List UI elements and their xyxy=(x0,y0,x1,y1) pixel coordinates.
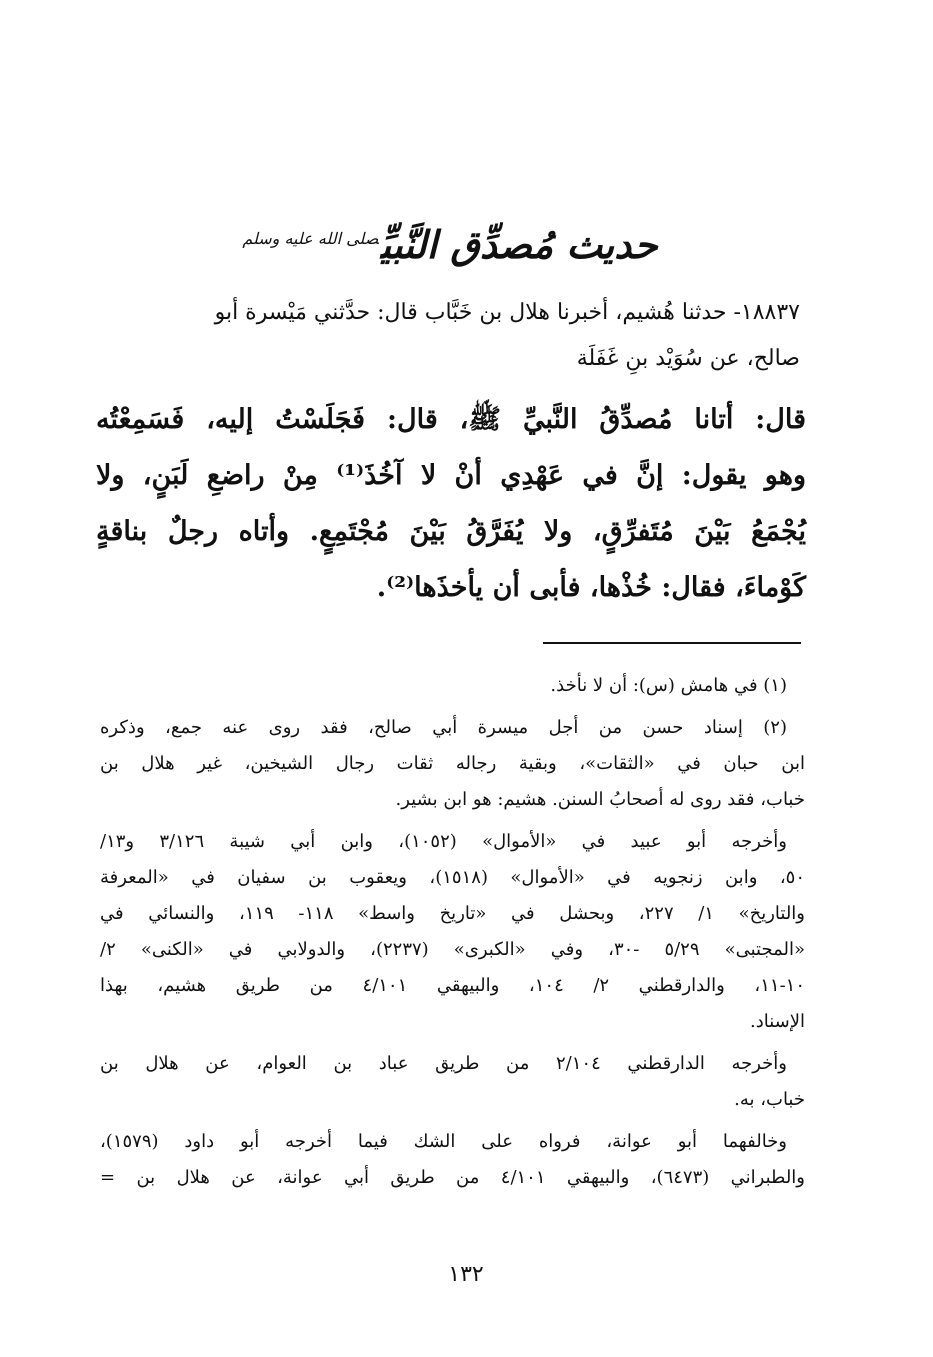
isnad-line: ١٨٨٣٧- حدثنا هُشيم، أخبرنا هلال بن خَبَّاب قال: حدَّثني مَيْسرة أبو xyxy=(214,300,800,325)
hadith-matn xyxy=(96,392,806,616)
footnote-line: وأخرجه أبو عبيد في «الأموال» (١٠٥٢)، وابن أبي شيبة ٣/١٢٦ و١٣/ xyxy=(100,831,787,852)
footnote-separator xyxy=(543,642,801,644)
matn-line: يُجْمَعُ بَيْنَ مُتَفرِّقٍ، ولا يُفَرَّقُ بَيْنَ مُجْتَمِعٍ. وأتاه رجلٌ بناقةٍ xyxy=(96,516,806,547)
chapter-heading xyxy=(200,222,700,267)
footnote-line: ابن حبان في «الثقات»، وبقية رجاله ثقات رجال الشيخين، غير هلال بن xyxy=(100,753,805,774)
matn-line: قال: أتانا مُصدِّقُ النَّبيِّ ﷺ، قال: فَجَلَسْتُ إليه، فَسَمِعْتُه xyxy=(96,404,806,435)
footnote-line: وخالفهما أبو عوانة، فرواه على الشك فيما أخرجه أبو داود (١٥٧٩)، xyxy=(100,1131,787,1152)
footnote-line: ٥٠، وابن زنجويه في «الأموال» (١٥١٨)، ويعقوب بن سفيان في «المعرفة xyxy=(100,867,805,888)
footnote-line: (١) في هامش (س): أن لا نأخذ. xyxy=(550,675,787,696)
footnote-1 xyxy=(100,668,805,704)
page-number: ١٣٢ xyxy=(448,1262,484,1287)
matn-line: وهو يقول: إنَّ في عَهْدِي أنْ لا آخُذَ⁽¹⁾ مِنْ راضعِ لَبَنٍ، ولا xyxy=(96,460,807,491)
footnote-line: خباب، به. xyxy=(734,1089,805,1110)
footnote-line: ١٠-١١، والدارقطني ٢/ ١٠٤، والبيهقي ٤/١٠١ من طريق هشيم، بهذا xyxy=(100,975,805,996)
footnote-line: (٢) إسناد حسن من أجل ميسرة أبي صالح، فقد روى عنه جمع، وذكره xyxy=(100,717,787,738)
footnote-line: «المجتبى» ٥/٢٩ -٣٠، وفي «الكبرى» (٢٢٣٧)، والدولابي في «الكنى» ٢/ xyxy=(100,939,806,960)
footnote-2-paragraph-daraqutni xyxy=(100,1046,805,1118)
footnote-line: والتاريخ» ١/ ٢٢٧، وبحشل في «تاريخ واسط» ١١٨- ١١٩، والنسائي في xyxy=(100,903,805,924)
matn-line: كَوْماءَ، فقال: خُذْها، فأبى أن يأخذَها⁽²⁾. xyxy=(376,572,806,603)
footnote-2-paragraph-abu-awana xyxy=(100,1124,805,1196)
footnote-2 xyxy=(100,710,805,818)
footnote-line: خباب، فقد روى له أصحابُ السنن. هشيم: هو ابن بشير. xyxy=(395,789,805,810)
footnotes xyxy=(100,668,805,1202)
footnote-2-paragraph-takhrij xyxy=(100,824,805,1040)
chapter-title: حديث مُصدِّق النَّبيِّ xyxy=(380,222,658,267)
footnote-line: والطبراني (٦٤٧٣)، والبيهقي ٤/١٠١ من طريق أبي عوانة، عن هلال بن = xyxy=(100,1167,805,1188)
isnad-line: صالح، عن سُوَيْد بنِ غَفَلَة xyxy=(576,346,800,371)
footnote-line: وأخرجه الدارقطني ٢/١٠٤ من طريق عباد بن العوام، عن هلال بن xyxy=(100,1053,788,1074)
footnote-line: الإسناد. xyxy=(749,1011,805,1032)
hadith-isnad xyxy=(100,290,800,382)
honorific-formula: صلى الله عليه وسلم xyxy=(242,229,379,249)
